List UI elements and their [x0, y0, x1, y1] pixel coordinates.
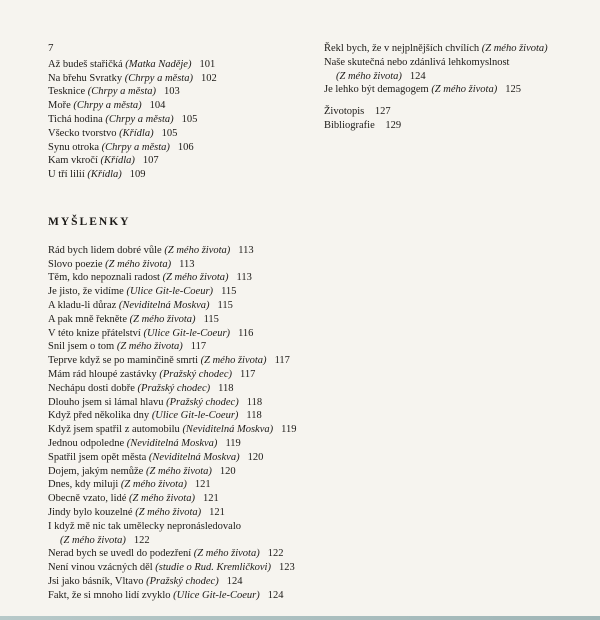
entry-page: 124: [226, 575, 243, 587]
entry-title: I když mě nic tak umělecky nepronásledovalo: [48, 520, 242, 532]
entry-source: (Křídla): [87, 169, 122, 181]
entry-title: Naše skutečná nebo zdánlivá lehkomyslnost: [324, 56, 510, 68]
entry-page: 124: [267, 589, 284, 601]
entry-page: 119: [281, 424, 297, 436]
entry-page: 105: [181, 113, 198, 125]
entry-page: 127: [374, 106, 391, 118]
toc-entry: [48, 299, 310, 313]
entry-title: Nerad bych se uvedl do podezření: [48, 548, 192, 560]
toc-entry: [48, 258, 310, 272]
entry-title: Řekl bych, že v nejplnějších chvílích: [324, 43, 480, 54]
toc-entry: [48, 451, 310, 465]
entry-title: Jednou odpoledne: [48, 437, 125, 449]
toc-entry: [48, 547, 310, 561]
entry-page: 116: [238, 327, 254, 339]
entry-title: A pak mně řekněte: [48, 313, 128, 325]
toc-entry: [48, 285, 310, 299]
toc-entry: [48, 271, 310, 285]
entry-page: 117: [239, 368, 256, 380]
entry-title: Moře: [48, 100, 71, 112]
entry-source: (Pražský chodec): [166, 396, 239, 408]
entry-source: (Z mého života): [200, 355, 267, 367]
toc-entry: [48, 154, 310, 168]
entry-title: U tří lilií: [48, 169, 85, 181]
entry-page: 123: [278, 562, 295, 574]
entry-source: (Z mého života): [164, 244, 231, 256]
entry-source: (Z mého života): [431, 84, 498, 96]
toc-entry-continuation: [324, 70, 586, 84]
entry-page: 115: [203, 313, 219, 325]
entry-source: (Pražský chodec): [146, 575, 219, 587]
entry-title: Když před několika dny: [48, 410, 150, 422]
entry-source: (Chrpy a města): [87, 86, 157, 98]
entry-title: Teprve když se po maminčině smrti: [48, 355, 199, 367]
entry-source: (Z mého života): [116, 341, 183, 353]
toc-entry: [48, 244, 310, 258]
entry-page: 101: [199, 58, 216, 70]
entry-page: 107: [142, 155, 159, 167]
entry-page: 106: [177, 141, 194, 153]
section-number: 7: [48, 42, 54, 54]
entry-title: Dnes, kdy miluji: [48, 479, 119, 491]
entry-title: Rád bych lidem dobré vůle: [48, 244, 162, 256]
entry-source: (Z mého života): [135, 506, 202, 518]
entry-source: (Z mého života): [481, 43, 548, 54]
toc-entry: [48, 589, 310, 603]
toc-entry: [48, 561, 310, 575]
entry-page: 119: [225, 437, 241, 449]
entry-title: Bibliografie: [324, 119, 375, 131]
toc-entry: [48, 340, 310, 354]
entry-source: (Chrpy a města): [73, 100, 142, 112]
entry-title: Životopis: [324, 106, 365, 118]
entry-source: (Z mého života): [145, 465, 212, 477]
entry-title: Když jsem spatřil z automobilu: [48, 424, 180, 436]
entry-page: 122: [267, 548, 284, 560]
left-column: [48, 42, 310, 602]
toc-entry-continuation: [48, 534, 310, 548]
entry-page: 102: [200, 72, 217, 84]
entry-page: 120: [219, 465, 236, 477]
entry-source: (Ulice Git-le-Coeur): [151, 410, 239, 422]
entry-source: (Z mého života): [162, 272, 229, 284]
toc-entry: [48, 520, 310, 534]
toc-entry: [48, 506, 310, 520]
toc-entry: [324, 105, 586, 119]
entry-title: Dlouho jsem si lámal hlavu: [48, 396, 164, 408]
toc-entry: [48, 58, 310, 72]
entry-page: 118: [246, 410, 262, 422]
toc-list-right-bottom: [324, 105, 586, 133]
entry-source: (Neviditelná Moskva): [182, 424, 274, 436]
toc-entry: [48, 327, 310, 341]
entry-source: (Ulice Git-le-Coeur): [143, 327, 231, 339]
entry-page: 105: [161, 127, 178, 139]
entry-source: (Ulice Git-le-Coeur): [173, 589, 260, 601]
entry-title: Kam vkročí: [48, 155, 98, 167]
entry-page: 115: [217, 299, 233, 311]
entry-source: (Ulice Git-le-Coeur): [126, 286, 214, 298]
entry-title: Fakt, že si mnoho lidí zvyklo: [48, 589, 171, 601]
entry-title: Spatřil jsem opět města: [48, 451, 147, 463]
entry-source: (studie o Rud. Kremličkovi): [155, 562, 271, 574]
page-edge: [0, 616, 600, 620]
entry-source: (Matka Naděje): [125, 58, 192, 70]
entry-source: (Z mého života): [129, 313, 196, 325]
entry-page: 115: [221, 286, 237, 298]
entry-title: Těm, kdo nepoznali radost: [48, 272, 160, 284]
entry-title: V této knize přátelství: [48, 327, 141, 339]
entry-source: (Chrpy a města): [124, 72, 193, 84]
toc-entry: [324, 119, 586, 133]
entry-title: Jsi jako básník, Vltavo: [48, 575, 144, 587]
toc-entry: [48, 85, 310, 99]
entry-source: (Křídla): [119, 127, 154, 139]
entry-source: (Křídla): [100, 155, 135, 167]
entry-source: (Z mého života): [105, 258, 172, 270]
entry-page: 109: [129, 169, 146, 181]
toc-entry: [48, 127, 310, 141]
entry-source: (Chrpy a města): [105, 113, 174, 125]
toc-entry: [48, 368, 310, 382]
entry-title: Nechápu dosti dobře: [48, 382, 135, 394]
entry-page: 113: [236, 272, 252, 284]
entry-title: Obecně vzato, lidé: [48, 493, 127, 505]
toc-entry: [48, 575, 310, 589]
toc-list-top: [48, 58, 310, 182]
spacer: [324, 97, 586, 105]
entry-page: 103: [164, 86, 180, 98]
toc-entry: [48, 113, 310, 127]
toc-list-myslenky: [48, 244, 310, 603]
entry-page: 121: [202, 493, 219, 505]
entry-source: (Neviditelná Moskva): [118, 299, 210, 311]
entry-page: 125: [505, 84, 521, 96]
entry-source: (Neviditelná Moskva): [126, 437, 218, 449]
entry-source: (Z mého života): [336, 70, 402, 82]
entry-page: 118: [218, 382, 234, 394]
entry-source: (Z mého života): [120, 479, 187, 491]
toc-entry: [48, 141, 310, 155]
entry-source: (Neviditelná Moskva): [148, 451, 240, 463]
entry-source: (Z mého života): [193, 548, 260, 560]
toc-entry: [324, 56, 586, 70]
entry-title: Tichá hodina: [48, 113, 103, 125]
entry-title: Na břehu Svratky: [48, 72, 123, 84]
toc-entry: [48, 409, 310, 423]
entry-source: (Chrpy a města): [101, 141, 170, 153]
toc-list-right-top: [324, 42, 586, 97]
entry-page: 121: [209, 506, 225, 518]
entry-page: 122: [133, 534, 150, 546]
entry-title: Jindy bylo kouzelné: [48, 506, 133, 518]
entry-page: 113: [238, 244, 254, 256]
entry-title: A kladu-li důraz: [48, 299, 117, 311]
entry-source: (Pražský chodec): [159, 368, 232, 380]
entry-title: Mám rád hloupé zastávky: [48, 368, 157, 380]
entry-title: Není vinou vzácných děl: [48, 562, 153, 574]
entry-title: Slovo poezie: [48, 258, 103, 270]
toc-entry: [48, 437, 310, 451]
toc-entry: [48, 396, 310, 410]
entry-page: 117: [190, 341, 207, 353]
entry-page: 117: [274, 355, 290, 367]
toc-entry: [48, 465, 310, 479]
entry-page: 120: [247, 451, 264, 463]
entry-title: Tesknice: [48, 86, 86, 98]
entry-page: 104: [149, 100, 166, 112]
entry-title: Všecko tvorstvo: [48, 127, 117, 139]
entry-page: 124: [409, 70, 426, 82]
entry-title: Je lehko být demagogem: [324, 84, 429, 96]
toc-entry: [48, 99, 310, 113]
entry-page: 121: [194, 479, 211, 491]
toc-entry: [48, 168, 310, 182]
toc-entry: [48, 72, 310, 86]
toc-entry: [48, 423, 310, 437]
toc-entry: [48, 354, 310, 368]
entry-title: Dojem, jakým nemůže: [48, 465, 144, 477]
entry-page: 113: [179, 258, 195, 270]
entry-source: (Pražský chodec): [137, 382, 211, 394]
toc-entry: [48, 313, 310, 327]
entry-title: Až budeš stařičká: [48, 58, 123, 70]
toc-entry: [48, 492, 310, 506]
entry-source: (Z mého života): [60, 534, 126, 546]
entry-title: Synu otroka: [48, 141, 100, 153]
entry-page: 118: [246, 396, 263, 408]
entry-source: (Z mého života): [129, 493, 195, 505]
section-title: MYŠLENKY: [48, 215, 131, 228]
right-column: [324, 42, 586, 133]
entry-title: Snil jsem o tom: [48, 341, 115, 353]
toc-entry: [324, 83, 586, 97]
toc-entry: [324, 42, 586, 56]
toc-entry: [48, 382, 310, 396]
entry-title: Je jisto, že vidíme: [48, 286, 124, 298]
entry-page: 129: [385, 119, 402, 131]
toc-entry: [48, 478, 310, 492]
